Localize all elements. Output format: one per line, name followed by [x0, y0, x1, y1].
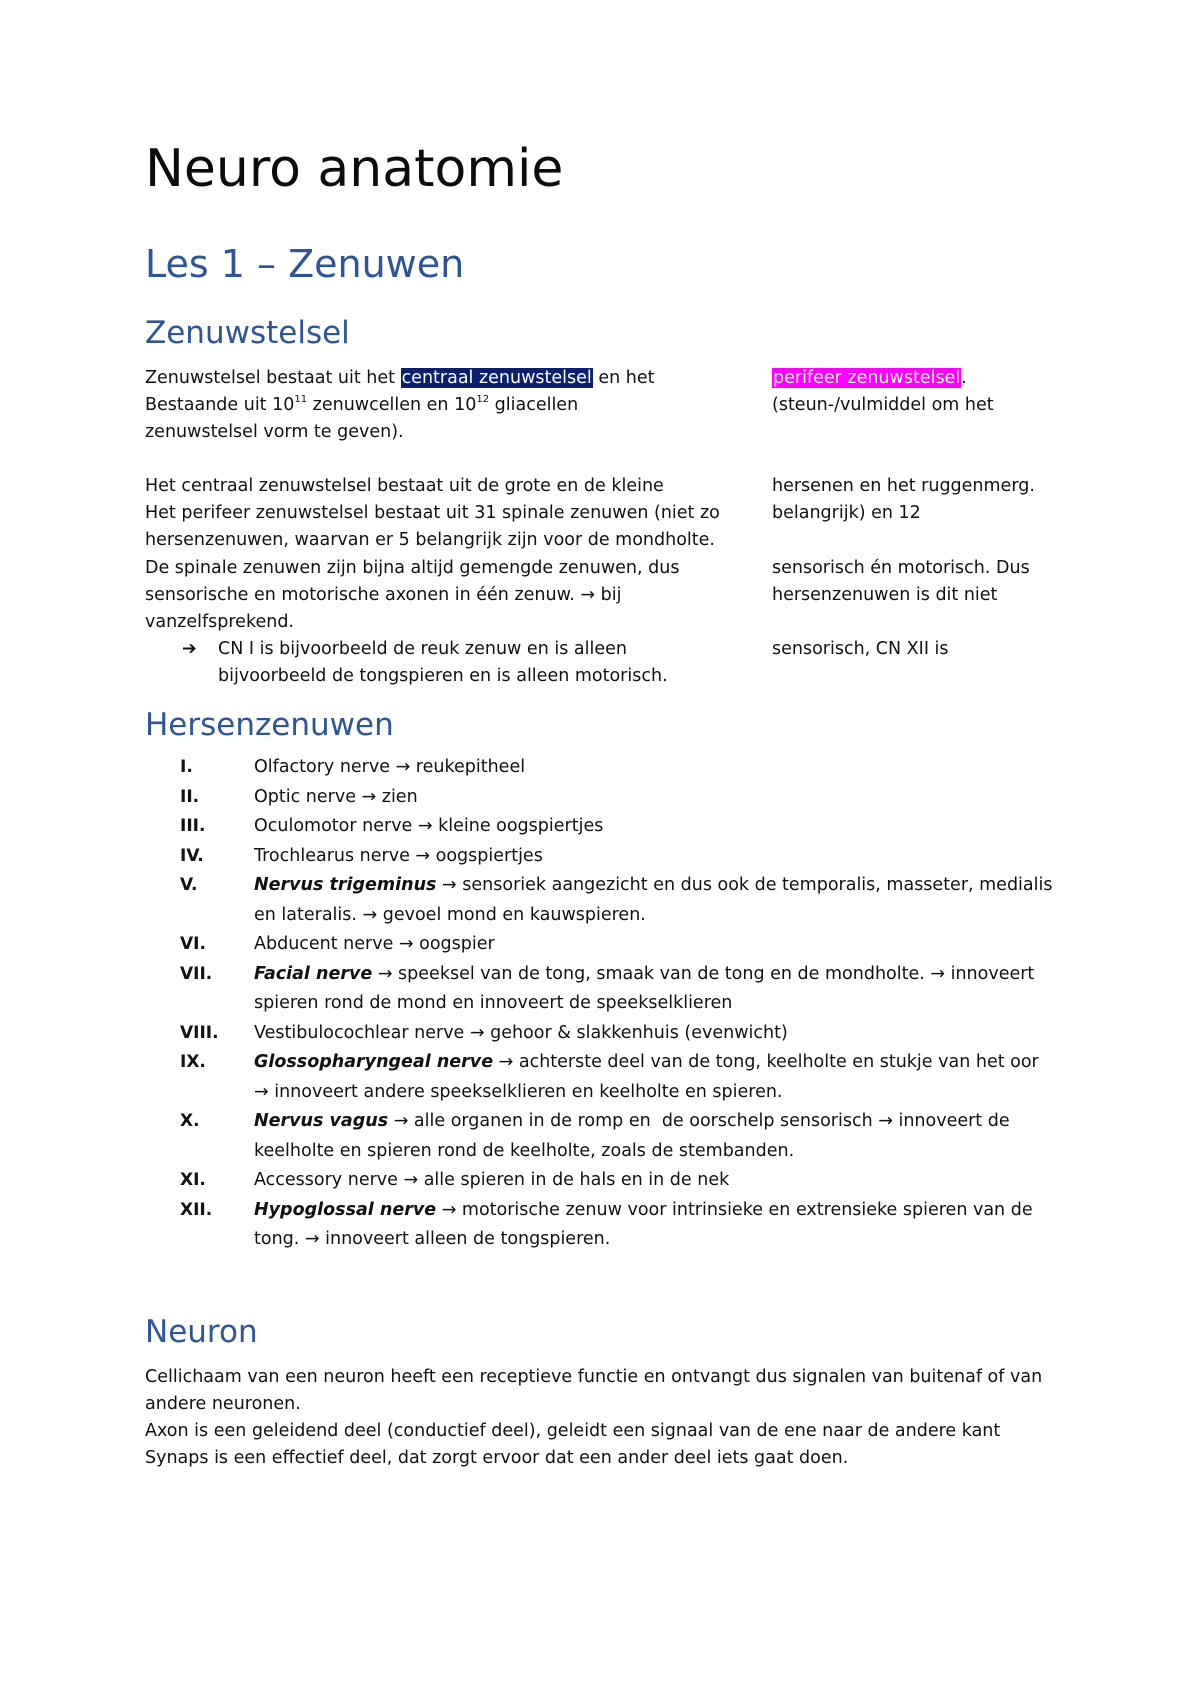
paragraph-line: belangrijk) en 12 — [772, 503, 921, 523]
nerve-name: Nervus trigeminus — [254, 875, 437, 895]
paragraph-line: Het centraal zenuwstelsel bestaat uit de grote en de kleine — [145, 476, 664, 496]
superscript: 12 — [476, 394, 490, 405]
nerve-line — [254, 877, 1053, 895]
nerve-description: → reukepitheel — [390, 757, 526, 777]
highlight-perifeer: perifeer zenuwstelsel — [773, 368, 961, 388]
nerve-name: Oculomotor nerve — [254, 816, 413, 836]
nerve-number: V. — [180, 875, 198, 895]
section-heading-neuron: Neuron — [145, 1314, 258, 1350]
nerve-name: Nervus vagus — [254, 1111, 389, 1131]
paragraph-line — [145, 394, 579, 415]
nerve-description-continued: → innoveert andere speekselklieren en keelholte en spieren. — [254, 1081, 783, 1102]
section-heading-hersenzenuwen: Hersenzenuwen — [145, 707, 394, 743]
text-span: zenuwcellen en 10 — [307, 395, 477, 415]
bullet-item-line: CN I is bijvoorbeeld de reuk zenuw en is alleen — [218, 639, 627, 659]
nerve-description: → speeksel van de tong, smaak van de tong en de mondholte. → innoveert — [372, 963, 1035, 984]
nerve-name: Olfactory nerve — [254, 757, 391, 777]
paragraph-line: sensorische en motorische axonen in één zenuw. → bij — [145, 585, 622, 605]
nerve-number: XII. — [180, 1199, 213, 1220]
text-span: Bestaande uit 10 — [145, 395, 295, 415]
nerve-name: Glossopharyngeal nerve — [254, 1052, 494, 1072]
nerve-number: III. — [180, 816, 206, 836]
nerve-description: → zien — [355, 786, 418, 807]
nerve-name: Optic nerve — [254, 786, 356, 807]
text-span: . — [961, 368, 967, 388]
nerve-number: X. — [180, 1111, 200, 1131]
paragraph-line: De spinale zenuwen zijn bijna altijd gemengde zenuwen, dus — [145, 558, 680, 578]
nerve-number: VIII. — [180, 1022, 219, 1043]
nerve-name: Abducent nerve — [254, 934, 394, 954]
nerve-line — [254, 818, 603, 836]
nerve-name: Vestibulocochlear nerve — [254, 1022, 465, 1043]
document-title: Neuro anatomie — [145, 139, 564, 199]
nerve-number: XI. — [180, 1170, 206, 1190]
paragraph-line: (steun-/vulmiddel om het — [772, 395, 994, 415]
highlight-centraal: centraal zenuwstelsel — [401, 368, 592, 388]
paragraph-line — [145, 370, 654, 388]
text-span: Zenuwstelsel bestaat uit het — [145, 368, 401, 388]
paragraph-line: vanzelfsprekend. — [145, 612, 294, 632]
paragraph-line: zenuwstelsel vorm te geven). — [145, 422, 404, 442]
nerve-line — [254, 1172, 729, 1190]
nerve-name: Hypoglossal nerve — [254, 1199, 437, 1220]
nerve-number: I. — [180, 757, 193, 777]
paragraph-line: hersenzenuwen is dit niet — [772, 585, 998, 605]
bullet-item-line: sensorisch, CN XII is — [772, 639, 949, 659]
nerve-line — [254, 845, 543, 866]
paragraph-line: Axon is een geleidend deel (conductief deel), geleidt een signaal van de ene naar de andere kant — [145, 1421, 1001, 1441]
paragraph-line: sensorisch én motorisch. Dus — [772, 558, 1030, 578]
nerve-line — [254, 786, 418, 807]
nerve-line — [254, 963, 1035, 984]
nerve-line — [254, 1054, 1039, 1072]
nerve-number: VI. — [180, 934, 206, 954]
nerve-number: IV. — [180, 845, 204, 866]
nerve-description: → oogspiertjes — [409, 845, 543, 866]
lesson-heading: Les 1 – Zenuwen — [145, 242, 465, 286]
paragraph-line: andere neuronen. — [145, 1394, 301, 1414]
nerve-line — [254, 936, 495, 954]
nerve-line — [254, 1199, 1033, 1220]
nerve-description: → motorische zenuw voor intrinsieke en extrensieke spieren van de — [436, 1199, 1033, 1220]
paragraph-line: Synaps is een effectief deel, dat zorgt ervoor dat een ander deel iets gaat doen. — [145, 1448, 849, 1468]
nerve-description: → alle spieren in de hals en in de nek — [397, 1170, 730, 1190]
nerve-description: → kleine oogspiertjes — [412, 816, 604, 836]
paragraph-line: Het perifeer zenuwstelsel bestaat uit 31 spinale zenuwen (niet zo — [145, 503, 720, 523]
nerve-line — [254, 1113, 1010, 1131]
nerve-name: Accessory nerve — [254, 1170, 398, 1190]
nerve-name: Facial nerve — [254, 963, 373, 984]
nerve-description-continued: spieren rond de mond en innoveert de speekselklieren — [254, 993, 733, 1013]
nerve-line — [254, 1022, 788, 1043]
nerve-number: IX. — [180, 1052, 206, 1072]
paragraph-line: hersenen en het ruggenmerg. — [772, 476, 1035, 496]
nerve-line — [254, 759, 525, 777]
nerve-description-continued: en lateralis. → gevoel mond en kauwspieren. — [254, 904, 646, 925]
bullet-arrow-icon: ➔ — [182, 639, 197, 659]
nerve-number: VII. — [180, 963, 213, 984]
paragraph-line: Cellichaam van een neuron heeft een receptieve functie en ontvangt dus signalen van buitenaf of van — [145, 1367, 1043, 1387]
nerve-description: → alle organen in de romp en de oorschelp sensorisch → innoveert de — [388, 1111, 1010, 1131]
section-heading-zenuwstelsel: Zenuwstelsel — [145, 315, 350, 351]
bullet-item-line: bijvoorbeeld de tongspieren en is alleen motorisch. — [218, 666, 668, 686]
nerve-description-continued: tong. → innoveert alleen de tongspieren. — [254, 1229, 611, 1249]
text-span: en het — [592, 368, 655, 388]
nerve-description: → gehoor & slakkenhuis (evenwicht) — [464, 1022, 788, 1043]
text-span: gliacellen — [489, 395, 579, 415]
paragraph-line: hersenzenuwen, waarvan er 5 belangrijk zijn voor de mondholte. — [145, 530, 715, 550]
nerve-name: Trochlearus nerve — [254, 845, 410, 866]
superscript: 11 — [294, 394, 308, 405]
nerve-number: II. — [180, 786, 200, 807]
nerve-description: → sensoriek aangezicht en dus ook de temporalis, masseter, medialis — [436, 875, 1053, 895]
nerve-description: → achterste deel van de tong, keelholte en stukje van het oor — [493, 1052, 1039, 1072]
nerve-description-continued: keelholte en spieren rond de keelholte, zoals de stembanden. — [254, 1140, 795, 1161]
nerve-description: → oogspier — [393, 934, 495, 954]
paragraph-line — [772, 370, 967, 388]
